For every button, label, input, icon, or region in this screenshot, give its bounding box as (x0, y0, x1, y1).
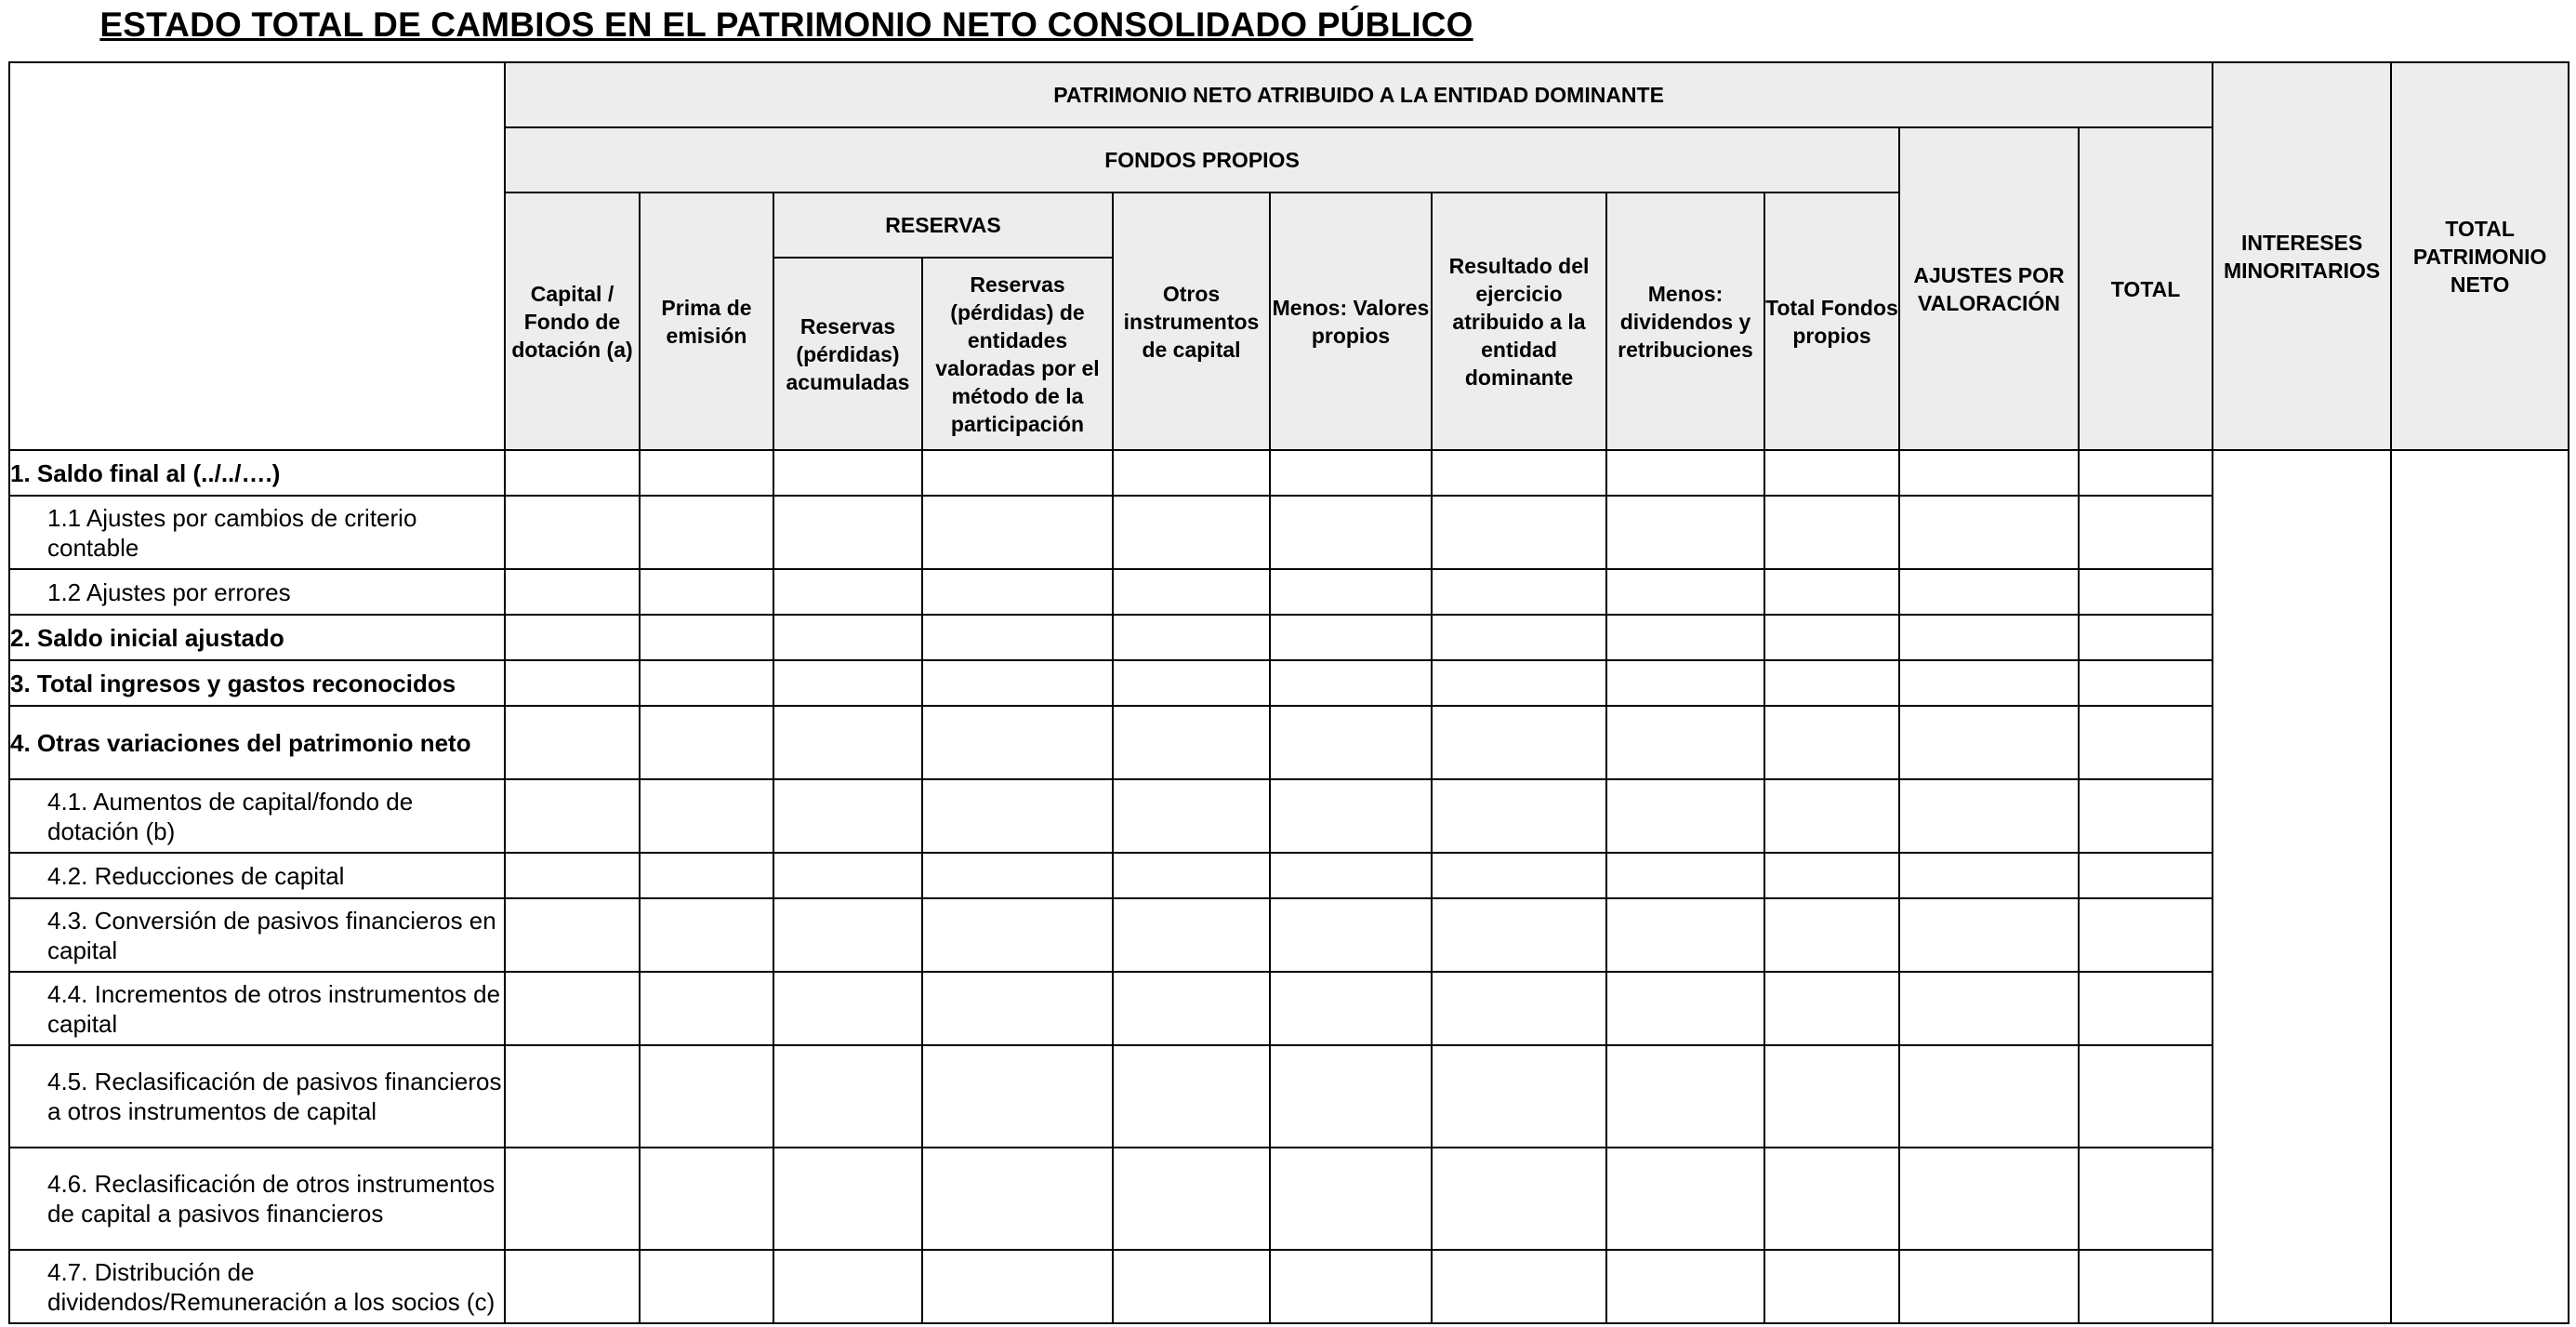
empty-value-cell (2079, 450, 2213, 496)
row-label: 2. Saldo inicial ajustado (9, 615, 505, 660)
table-row (9, 706, 2569, 779)
empty-value-cell (1432, 853, 1606, 898)
empty-value-cell (1764, 706, 1899, 779)
empty-value-cell (1113, 1250, 1270, 1323)
empty-value-cell (922, 1045, 1113, 1148)
header-intereses-minoritarios: INTERESES MINORITARIOS (2213, 62, 2391, 450)
table-row (9, 1250, 2569, 1323)
row-label: 1.1 Ajustes por cambios de criterio contable (9, 496, 505, 569)
empty-value-cell (1606, 615, 1764, 660)
empty-value-cell (1432, 779, 1606, 853)
empty-value-cell (1899, 706, 2079, 779)
empty-value-cell (1432, 660, 1606, 706)
empty-value-cell (922, 660, 1113, 706)
empty-value-cell (640, 615, 773, 660)
header-otros-instrumentos: Otros instrumentos de capital (1113, 192, 1270, 450)
empty-value-cell (1270, 1148, 1432, 1250)
empty-value-cell (1270, 1250, 1432, 1323)
intereses-minoritarios-column-cell (2213, 450, 2391, 1323)
empty-value-cell (505, 450, 640, 496)
empty-value-cell (505, 496, 640, 569)
table-row (9, 569, 2569, 615)
empty-value-cell (640, 496, 773, 569)
header-reservas-acumuladas: Reservas (pérdidas) acumuladas (773, 258, 922, 450)
empty-value-cell (1270, 615, 1432, 660)
row-label: 4.5. Reclasificación de pasivos financieros a otros instrumentos de capital (9, 1045, 505, 1148)
header-reservas-metodo-participacion: Reservas (pérdidas) de entidades valoradas por el método de la participación (922, 258, 1113, 450)
empty-value-cell (773, 496, 922, 569)
table-row (9, 853, 2569, 898)
empty-value-cell (1899, 1250, 2079, 1323)
empty-value-cell (1113, 496, 1270, 569)
empty-value-cell (773, 1045, 922, 1148)
corner-header-cell (9, 62, 505, 450)
empty-value-cell (1432, 1250, 1606, 1323)
empty-value-cell (505, 779, 640, 853)
empty-value-cell (2079, 569, 2213, 615)
empty-value-cell (1899, 898, 2079, 972)
empty-value-cell (1270, 779, 1432, 853)
empty-value-cell (773, 898, 922, 972)
empty-value-cell (505, 1148, 640, 1250)
row-label: 4.3. Conversión de pasivos financieros en capital (9, 898, 505, 972)
header-valores-propios: Menos: Valores propios (1270, 192, 1432, 450)
empty-value-cell (505, 972, 640, 1045)
header-dividendos: Menos: dividendos y retribuciones (1606, 192, 1764, 450)
row-label: 4.7. Distribución de dividendos/Remuneración a los socios (c) (9, 1250, 505, 1323)
empty-value-cell (1432, 569, 1606, 615)
empty-value-cell (922, 853, 1113, 898)
empty-value-cell (640, 972, 773, 1045)
row-label: 4.4. Incrementos de otros instrumentos de capital (9, 972, 505, 1045)
empty-value-cell (640, 706, 773, 779)
empty-value-cell (922, 450, 1113, 496)
empty-value-cell (1113, 853, 1270, 898)
empty-value-cell (1899, 496, 2079, 569)
empty-value-cell (2079, 615, 2213, 660)
empty-value-cell (2079, 972, 2213, 1045)
empty-value-cell (773, 660, 922, 706)
table-row (9, 779, 2569, 853)
empty-value-cell (1899, 779, 2079, 853)
header-capital: Capital / Fondo de dotación (a) (505, 192, 640, 450)
empty-value-cell (1432, 615, 1606, 660)
empty-value-cell (1606, 1045, 1764, 1148)
empty-value-cell (1270, 1045, 1432, 1148)
empty-value-cell (1270, 898, 1432, 972)
header-resultado-ejercicio: Resultado del ejercicio atribuido a la entidad dominante (1432, 192, 1606, 450)
total-patrimonio-column-cell (2391, 450, 2569, 1323)
header-total-patrimonio-neto: TOTAL PATRIMONIO NETO (2391, 62, 2569, 450)
table-row (9, 615, 2569, 660)
table-row (9, 972, 2569, 1045)
header-total-fondos-propios: Total Fondos propios (1764, 192, 1899, 450)
empty-value-cell (640, 660, 773, 706)
empty-value-cell (773, 615, 922, 660)
empty-value-cell (505, 615, 640, 660)
empty-value-cell (1270, 569, 1432, 615)
empty-value-cell (1113, 972, 1270, 1045)
empty-value-cell (1270, 706, 1432, 779)
empty-value-cell (1270, 972, 1432, 1045)
empty-value-cell (1606, 569, 1764, 615)
header-reservas: RESERVAS (773, 192, 1113, 258)
header-fondos-propios: FONDOS PROPIOS (505, 127, 1899, 192)
equity-changes-table (8, 61, 2569, 1324)
table-row (9, 450, 2569, 496)
empty-value-cell (2079, 496, 2213, 569)
empty-value-cell (1606, 1148, 1764, 1250)
empty-value-cell (1764, 496, 1899, 569)
empty-value-cell (640, 569, 773, 615)
empty-value-cell (1606, 496, 1764, 569)
table-row (9, 1148, 2569, 1250)
header-prima-emision: Prima de emisión (640, 192, 773, 450)
empty-value-cell (1899, 450, 2079, 496)
empty-value-cell (773, 450, 922, 496)
empty-value-cell (773, 779, 922, 853)
empty-value-cell (2079, 706, 2213, 779)
row-label: 4.2. Reducciones de capital (9, 853, 505, 898)
empty-value-cell (640, 779, 773, 853)
page-title: ESTADO TOTAL DE CAMBIOS EN EL PATRIMONIO NETO CONSOLIDADO PÚBLICO (99, 6, 1473, 44)
row-label: 4.6. Reclasificación de otros instrumentos de capital a pasivos financieros (9, 1148, 505, 1250)
empty-value-cell (1764, 1045, 1899, 1148)
empty-value-cell (1899, 660, 2079, 706)
empty-value-cell (922, 706, 1113, 779)
empty-value-cell (922, 569, 1113, 615)
empty-value-cell (1899, 1148, 2079, 1250)
empty-value-cell (773, 853, 922, 898)
empty-value-cell (1899, 569, 2079, 615)
empty-value-cell (1899, 853, 2079, 898)
empty-value-cell (922, 615, 1113, 660)
empty-value-cell (1764, 660, 1899, 706)
empty-value-cell (1764, 1250, 1899, 1323)
empty-value-cell (640, 1250, 773, 1323)
empty-value-cell (1606, 706, 1764, 779)
empty-value-cell (1764, 615, 1899, 660)
empty-value-cell (1113, 615, 1270, 660)
empty-value-cell (1764, 972, 1899, 1045)
empty-value-cell (1432, 898, 1606, 972)
empty-value-cell (1764, 569, 1899, 615)
empty-value-cell (1606, 972, 1764, 1045)
empty-value-cell (1270, 853, 1432, 898)
empty-value-cell (1432, 496, 1606, 569)
empty-value-cell (505, 1045, 640, 1148)
empty-value-cell (2079, 1250, 2213, 1323)
empty-value-cell (1270, 450, 1432, 496)
empty-value-cell (1606, 853, 1764, 898)
empty-value-cell (1606, 898, 1764, 972)
table-row (9, 660, 2569, 706)
empty-value-cell (922, 1250, 1113, 1323)
header-total: TOTAL (2079, 127, 2213, 450)
empty-value-cell (773, 972, 922, 1045)
empty-value-cell (505, 853, 640, 898)
empty-value-cell (1899, 1045, 2079, 1148)
row-label: 4.1. Aumentos de capital/fondo de dotación (b) (9, 779, 505, 853)
empty-value-cell (1113, 898, 1270, 972)
empty-value-cell (505, 706, 640, 779)
empty-value-cell (1113, 706, 1270, 779)
empty-value-cell (2079, 779, 2213, 853)
empty-value-cell (1764, 898, 1899, 972)
empty-value-cell (773, 706, 922, 779)
empty-value-cell (1606, 779, 1764, 853)
empty-value-cell (773, 1148, 922, 1250)
table-body (9, 450, 2569, 1323)
empty-value-cell (1432, 1045, 1606, 1148)
empty-value-cell (640, 1148, 773, 1250)
empty-value-cell (1764, 1148, 1899, 1250)
empty-value-cell (1270, 660, 1432, 706)
empty-value-cell (922, 1148, 1113, 1250)
empty-value-cell (922, 779, 1113, 853)
empty-value-cell (1899, 615, 2079, 660)
empty-value-cell (1113, 660, 1270, 706)
empty-value-cell (1764, 779, 1899, 853)
empty-value-cell (1606, 660, 1764, 706)
empty-value-cell (2079, 660, 2213, 706)
empty-value-cell (1113, 1045, 1270, 1148)
empty-value-cell (505, 898, 640, 972)
empty-value-cell (505, 1250, 640, 1323)
empty-value-cell (1113, 569, 1270, 615)
header-ajustes-valoracion: AJUSTES POR VALORACIÓN (1899, 127, 2079, 450)
empty-value-cell (1432, 706, 1606, 779)
empty-value-cell (922, 496, 1113, 569)
empty-value-cell (505, 660, 640, 706)
table-row (9, 898, 2569, 972)
empty-value-cell (2079, 853, 2213, 898)
table-row (9, 1045, 2569, 1148)
empty-value-cell (1432, 972, 1606, 1045)
empty-value-cell (1606, 450, 1764, 496)
empty-value-cell (1432, 1148, 1606, 1250)
empty-value-cell (1113, 450, 1270, 496)
empty-value-cell (922, 972, 1113, 1045)
empty-value-cell (1764, 853, 1899, 898)
empty-value-cell (1113, 779, 1270, 853)
empty-value-cell (1270, 496, 1432, 569)
empty-value-cell (2079, 898, 2213, 972)
empty-value-cell (1899, 972, 2079, 1045)
empty-value-cell (505, 569, 640, 615)
empty-value-cell (1113, 1148, 1270, 1250)
row-label: 1.2 Ajustes por errores (9, 569, 505, 615)
row-label: 3. Total ingresos y gastos reconocidos (9, 660, 505, 706)
empty-value-cell (2079, 1045, 2213, 1148)
table-row (9, 496, 2569, 569)
header-patrimonio-dominante: PATRIMONIO NETO ATRIBUIDO A LA ENTIDAD DOMINANTE (505, 62, 2213, 127)
empty-value-cell (773, 1250, 922, 1323)
empty-value-cell (1606, 1250, 1764, 1323)
row-label: 1. Saldo final al (../../….) (9, 450, 505, 496)
empty-value-cell (1764, 450, 1899, 496)
empty-value-cell (640, 898, 773, 972)
empty-value-cell (1432, 450, 1606, 496)
empty-value-cell (922, 898, 1113, 972)
empty-value-cell (640, 853, 773, 898)
empty-value-cell (640, 450, 773, 496)
empty-value-cell (640, 1045, 773, 1148)
row-label: 4. Otras variaciones del patrimonio neto (9, 706, 505, 779)
empty-value-cell (2079, 1148, 2213, 1250)
empty-value-cell (773, 569, 922, 615)
